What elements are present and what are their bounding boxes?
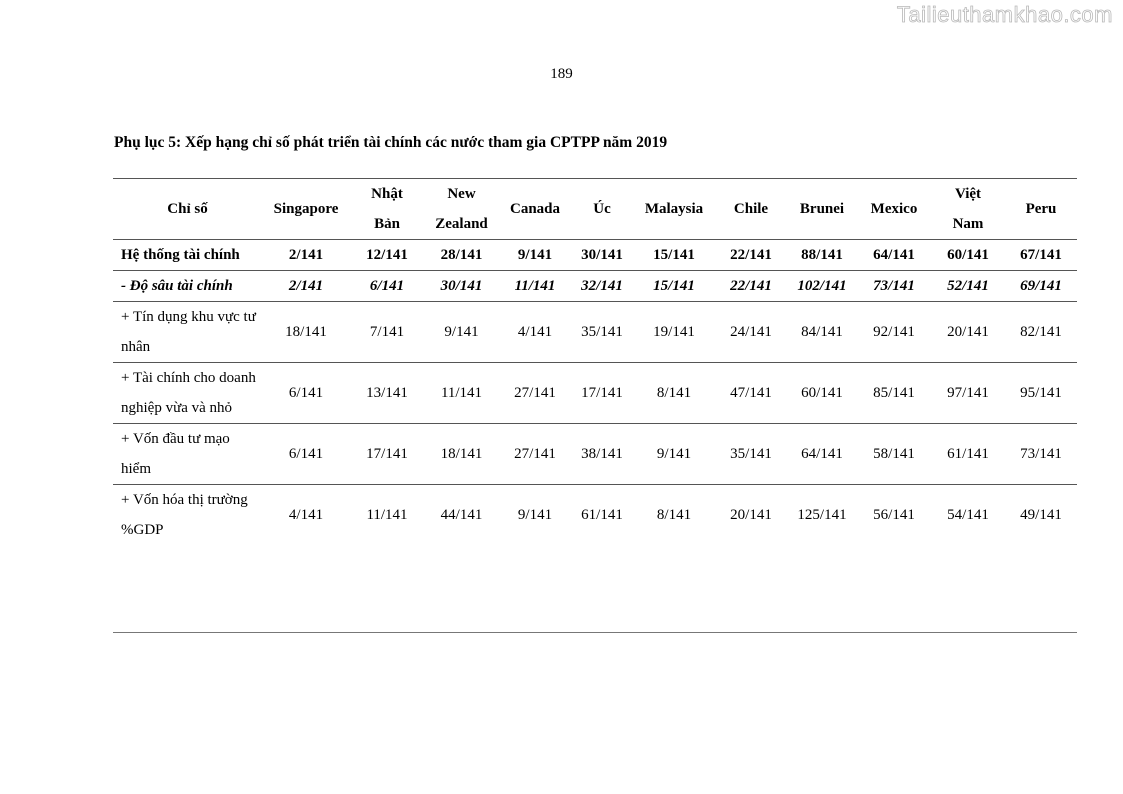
rank-cell: 4/141 <box>499 302 571 363</box>
rank-cell: 67/141 <box>1005 240 1077 271</box>
rank-cell: 30/141 <box>424 271 499 302</box>
rank-cell: 22/141 <box>715 240 787 271</box>
rank-cell: 15/141 <box>633 271 715 302</box>
rank-cell: 73/141 <box>1005 424 1077 485</box>
rank-cell: 27/141 <box>499 424 571 485</box>
rank-cell: 22/141 <box>715 271 787 302</box>
rank-cell: 20/141 <box>730 507 772 523</box>
row-label: + Tài chính cho doanh nghiệp vừa và nhỏ <box>113 363 262 424</box>
rank-cell: 35/141 <box>715 424 787 485</box>
row-label: - Độ sâu tài chính <box>113 271 262 302</box>
table-row <box>113 363 1077 424</box>
table-body <box>113 240 1077 546</box>
rank-cell: 60/141 <box>787 363 857 424</box>
row-label: Hệ thống tài chính <box>113 240 262 271</box>
rank-cell: 17/141 <box>350 424 424 485</box>
rank-cell: 54/141 <box>947 507 989 523</box>
rank-cell: 2/141 <box>262 240 350 271</box>
rank-cell: 69/141 <box>1005 271 1077 302</box>
rank-cell: 15/141 <box>633 240 715 271</box>
rank-cell: 11/141 <box>424 363 499 424</box>
header-cell: Úc <box>571 179 633 240</box>
table-row <box>113 424 1077 485</box>
rank-cell: 30/141 <box>571 240 633 271</box>
rank-cell: 64/141 <box>787 424 857 485</box>
rank-cell: 60/141 <box>931 240 1005 271</box>
rank-cell: 97/141 <box>931 363 1005 424</box>
rank-cell: 28/141 <box>424 240 499 271</box>
row-label: + Vốn hóa thị trường %GDP <box>121 492 248 538</box>
rank-cell: 85/141 <box>857 363 931 424</box>
rank-cell: 13/141 <box>350 363 424 424</box>
page-number: 189 <box>550 66 573 82</box>
rank-cell: 19/141 <box>633 302 715 363</box>
table-row <box>113 240 1077 271</box>
rank-cell: 47/141 <box>715 363 787 424</box>
table-row <box>113 485 1077 546</box>
header-cell: Việt Nam <box>931 179 1005 240</box>
rank-cell: 44/141 <box>440 507 483 523</box>
rank-cell: 7/141 <box>350 302 424 363</box>
rank-cell: 73/141 <box>857 271 931 302</box>
rank-cell: 88/141 <box>787 240 857 271</box>
rank-cell: 58/141 <box>857 424 931 485</box>
header-cell: Canada <box>499 179 571 240</box>
header-cell: Chile <box>715 179 787 240</box>
rank-cell: 8/141 <box>633 363 715 424</box>
rank-cell: 95/141 <box>1005 363 1077 424</box>
rank-cell: 64/141 <box>857 240 931 271</box>
rank-cell: 6/141 <box>262 424 350 485</box>
rank-cell: 4/141 <box>288 507 324 523</box>
rank-cell: 11/141 <box>366 507 408 523</box>
header-cell: New Zealand <box>424 179 499 240</box>
table-header-row <box>113 179 1077 240</box>
rank-cell: 61/141 <box>581 507 623 523</box>
rank-cell: 32/141 <box>571 271 633 302</box>
rank-cell: 20/141 <box>931 302 1005 363</box>
rank-cell: 61/141 <box>931 424 1005 485</box>
rank-cell: 125/141 <box>797 507 847 523</box>
rank-cell: 9/141 <box>499 240 571 271</box>
rank-cell: 49/141 <box>1020 507 1062 523</box>
bottom-rule <box>113 632 1077 633</box>
table-row <box>113 271 1077 302</box>
rank-cell: 35/141 <box>571 302 633 363</box>
header-cell: Malaysia <box>633 179 715 240</box>
table-caption: Phụ lục 5: Xếp hạng chỉ số phát triển tài chính các nước tham gia CPTPP năm 2019 <box>114 134 668 151</box>
header-cell: Brunei <box>787 179 857 240</box>
header-cell: Chỉ số <box>113 179 262 240</box>
rank-cell: 24/141 <box>715 302 787 363</box>
ranking-table <box>113 178 1077 545</box>
rank-cell: 92/141 <box>857 302 931 363</box>
rank-cell: 84/141 <box>787 302 857 363</box>
rank-cell: 9/141 <box>517 507 553 523</box>
rank-cell: 6/141 <box>262 363 350 424</box>
row-label: + Vốn đầu tư mạo hiểm <box>113 424 262 485</box>
rank-cell: 27/141 <box>499 363 571 424</box>
header-cell: Mexico <box>857 179 931 240</box>
rank-cell: 8/141 <box>656 507 692 523</box>
rank-cell: 17/141 <box>571 363 633 424</box>
rank-cell: 38/141 <box>571 424 633 485</box>
header-cell: Peru <box>1005 179 1077 240</box>
rank-cell: 102/141 <box>787 271 857 302</box>
table-row <box>113 302 1077 363</box>
watermark-text: Tailieuthamkhao.com <box>896 2 1113 27</box>
rank-cell: 18/141 <box>262 302 350 363</box>
header-cell: Singapore <box>262 179 350 240</box>
rank-cell: 6/141 <box>350 271 424 302</box>
rank-cell: 9/141 <box>633 424 715 485</box>
row-label: + Tín dụng khu vực tư nhân <box>113 302 262 363</box>
rank-cell: 11/141 <box>499 271 571 302</box>
rank-cell: 56/141 <box>873 507 915 523</box>
rank-cell: 82/141 <box>1005 302 1077 363</box>
rank-cell: 18/141 <box>424 424 499 485</box>
header-cell: Nhật Bản <box>350 179 424 240</box>
rank-cell: 12/141 <box>350 240 424 271</box>
rank-cell: 52/141 <box>931 271 1005 302</box>
rank-cell: 9/141 <box>424 302 499 363</box>
rank-cell: 2/141 <box>262 271 350 302</box>
